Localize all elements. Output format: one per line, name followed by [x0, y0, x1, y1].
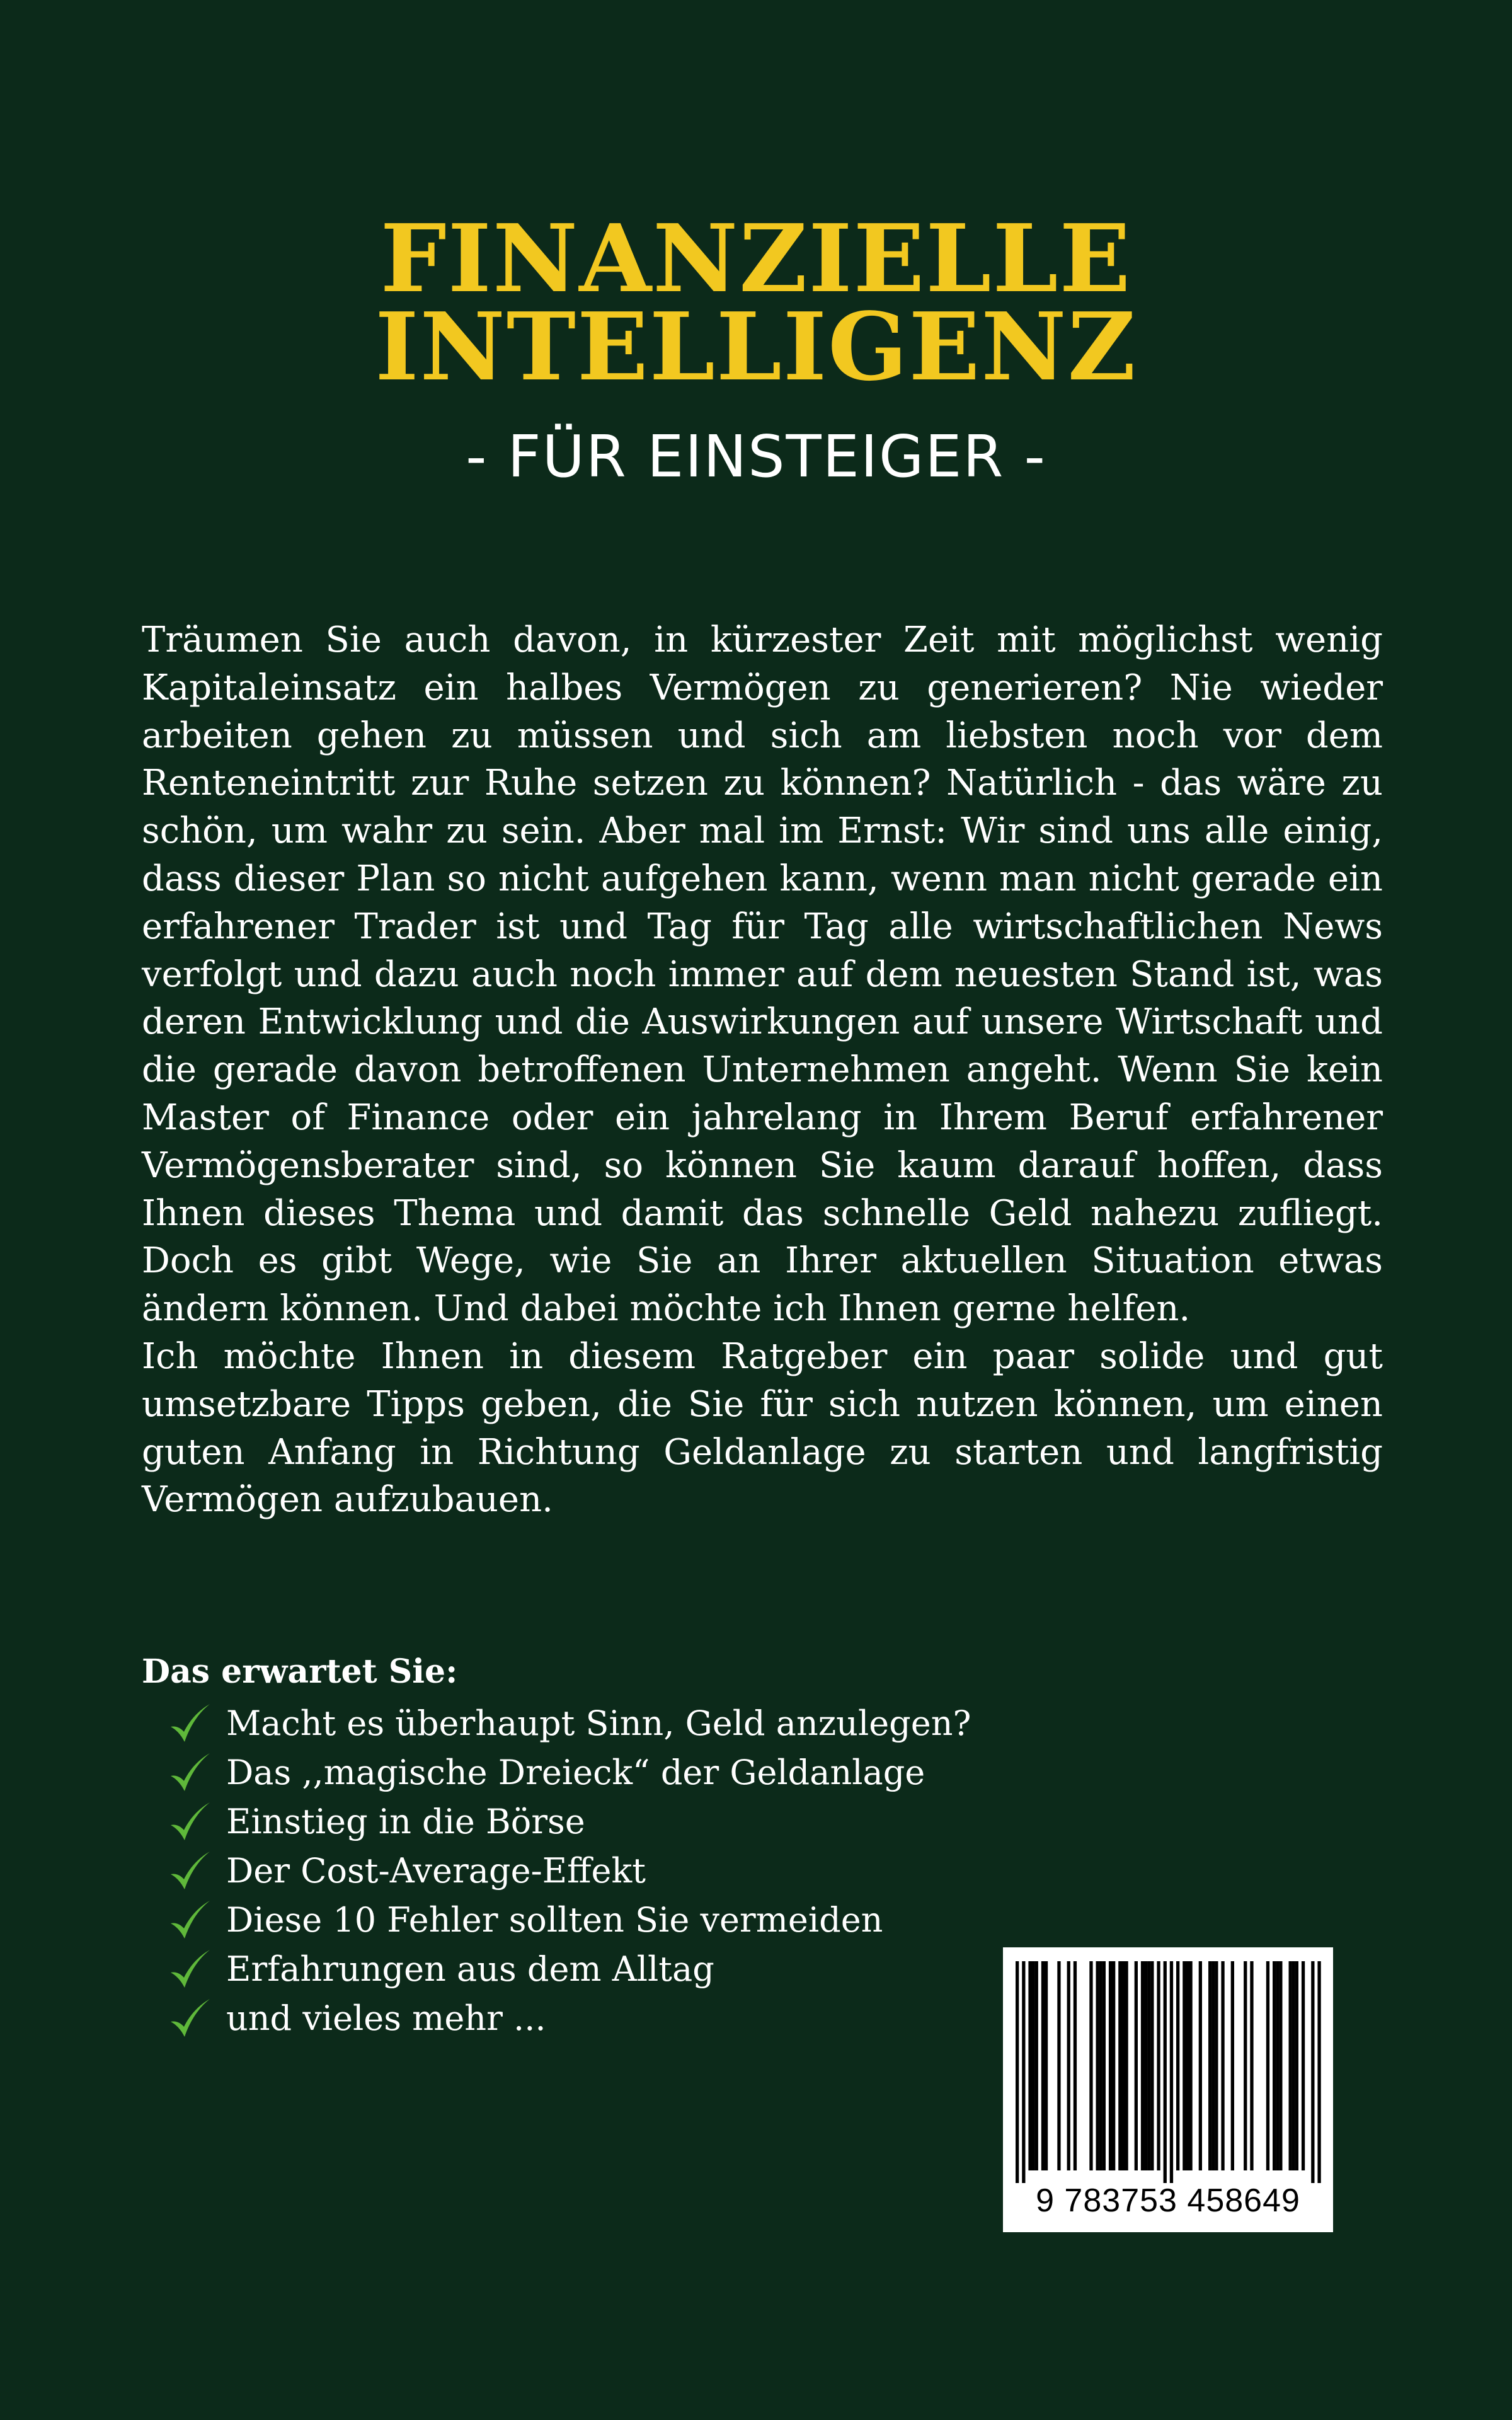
barcode-bar [1041, 1961, 1045, 2170]
barcode-bar [1057, 1961, 1060, 2170]
expectation-item-label: Diese 10 Fehler sollten Sie vermeiden [226, 1900, 883, 1940]
expectation-item [142, 1896, 883, 1945]
expectation-item-label: Macht es überhaupt Sinn, Geld anzulegen? [226, 1703, 971, 1743]
barcode-bar [1183, 1961, 1186, 2170]
expectation-item-label: und vieles mehr ... [226, 1998, 546, 2038]
title-line-2: INTELLIGENZ [375, 292, 1137, 401]
isbn-number: 9 783753 458649 [1036, 2182, 1300, 2219]
barcode-bar [1208, 1961, 1211, 2170]
barcode-bar [1096, 1961, 1099, 2170]
barcode-bar [1022, 1961, 1025, 2183]
subtitle: - FÜR EINSTEIGER - [466, 423, 1046, 490]
barcode-bar [1074, 1961, 1077, 2170]
checkmark-icon [168, 1947, 212, 1993]
barcode-bar [1176, 1961, 1179, 2170]
expectation-item-label: Das ,,magische Dreieck“ der Geldanlage [226, 1753, 925, 1792]
barcode-bar [1121, 1961, 1125, 2170]
barcode-bar [1221, 1961, 1224, 2170]
checkmark-icon [168, 1997, 212, 2042]
barcode-bar [1295, 1961, 1298, 2170]
expectations-list [142, 1699, 971, 2043]
title-line-1: FINANZIELLE [380, 204, 1132, 313]
barcode-bar [1141, 1961, 1144, 2170]
checkmark-icon [168, 1849, 212, 1894]
barcode-bar [1273, 1961, 1276, 2170]
barcode-bar [1089, 1961, 1092, 2170]
barcode-bar [1317, 1961, 1320, 2183]
barcode-bar [1170, 1961, 1173, 2183]
barcode-bar [1157, 1961, 1160, 2170]
barcode-bar [1276, 1961, 1279, 2170]
barcode-bar [1199, 1961, 1202, 2170]
barcode-bar [1099, 1961, 1102, 2170]
expectation-item-label: Der Cost-Average-Effekt [226, 1851, 646, 1891]
barcode-bar [1016, 1961, 1019, 2183]
blurb-paragraph-2: Ich möchte Ihnen in diesem Ratgeber ein paar solide und gut umsetzbare Tipps geben, die Sie für sich nutzen können, um einen guten Anfang in Richtung Geldanlage zu starten und langfristig Vermögen aufzubauen. [142, 1335, 1383, 1521]
expectation-item [142, 1945, 714, 1994]
barcode-bar [1109, 1961, 1112, 2170]
expectation-item-label: Erfahrungen aus dem Alltag [226, 1949, 714, 1989]
barcode-bar [1144, 1961, 1147, 2170]
barcode-bar [1231, 1961, 1234, 2170]
barcode-bar [1118, 1961, 1121, 2170]
barcode-bar [1250, 1961, 1253, 2170]
barcode-bar [1189, 1961, 1192, 2170]
blurb-paragraph-1: Träumen Sie auch davon, in kürzester Zeit mit möglichst wenig Kapitaleinsatz ein halbes Vermögen zu generieren? Nie wieder arbeiten gehen zu müssen und sich am liebsten noch vor dem Renteneintritt zur Ruhe setzen zu können? Natürlich - das wäre zu schön, um wahr zu sein. Aber mal im Ernst: Wir sind uns alle einig, dass dieser Plan so nicht aufgehen kann, wenn man nicht gerade ein erfahrener Trader ist und Tag für Tag alle wirtschaftlichen News verfolgt und dazu auch noch immer auf dem neuesten Stand ist, was deren Entwicklung und die Auswirkungen auf unsere Wirtschaft und die gerade davon betroffenen Unternehmen angeht. Wenn Sie kein Master of Finance oder ein jahrelang in Ihrem Beruf erfahrener Vermögensberater sind, so können Sie kaum darauf hoffen, dass Ihnen dieses Thema und damit das schnelle Geld nahezu zufliegt. Doch es gibt Wege, wie Sie an Ihrer aktuellen Situation etwas ändern können. Und dabei möchte ich Ihnen gerne helfen. [142, 619, 1383, 1330]
barcode-bar [1186, 1961, 1189, 2170]
barcode-bar [1045, 1961, 1048, 2170]
barcode-bar [1279, 1961, 1282, 2170]
expectation-item [142, 1994, 546, 2043]
barcode-bar [1289, 1961, 1292, 2170]
expectation-item [142, 1847, 646, 1896]
expectation-item-label: Einstieg in die Börse [226, 1802, 585, 1841]
barcode-bar [1302, 1961, 1305, 2170]
checkmark-icon [168, 1702, 212, 1747]
barcode-bar [1028, 1961, 1031, 2170]
barcode-bar [1125, 1961, 1128, 2170]
expectation-item [142, 1748, 925, 1797]
barcode-bar [1211, 1961, 1215, 2170]
checkmark-icon [168, 1800, 212, 1845]
expectation-item [142, 1699, 971, 1748]
isbn-barcode [1003, 1947, 1333, 2232]
checkmark-icon [168, 1898, 212, 1944]
barcode-bar [1102, 1961, 1106, 2170]
barcode-bar [1135, 1961, 1138, 2170]
barcode-bar [1266, 1961, 1269, 2170]
checkmark-icon [168, 1751, 212, 1796]
blurb-text [142, 616, 1383, 1524]
barcode-bar [1147, 1961, 1150, 2170]
barcode-bar [1164, 1961, 1167, 2183]
barcode-bar [1244, 1961, 1247, 2170]
barcode-bar [1292, 1961, 1295, 2170]
barcode-bar [1032, 1961, 1035, 2170]
barcode-bar [1112, 1961, 1115, 2170]
barcode-bar [1150, 1961, 1154, 2170]
barcode-bar [1311, 1961, 1314, 2183]
expectations-section [142, 1650, 971, 2043]
expectation-item [142, 1797, 585, 1847]
barcode-bar [1215, 1961, 1218, 2170]
expectations-heading: Das erwartet Sie: [142, 1652, 458, 1691]
barcode-bar [1067, 1961, 1070, 2170]
barcode-bar [1035, 1961, 1038, 2170]
